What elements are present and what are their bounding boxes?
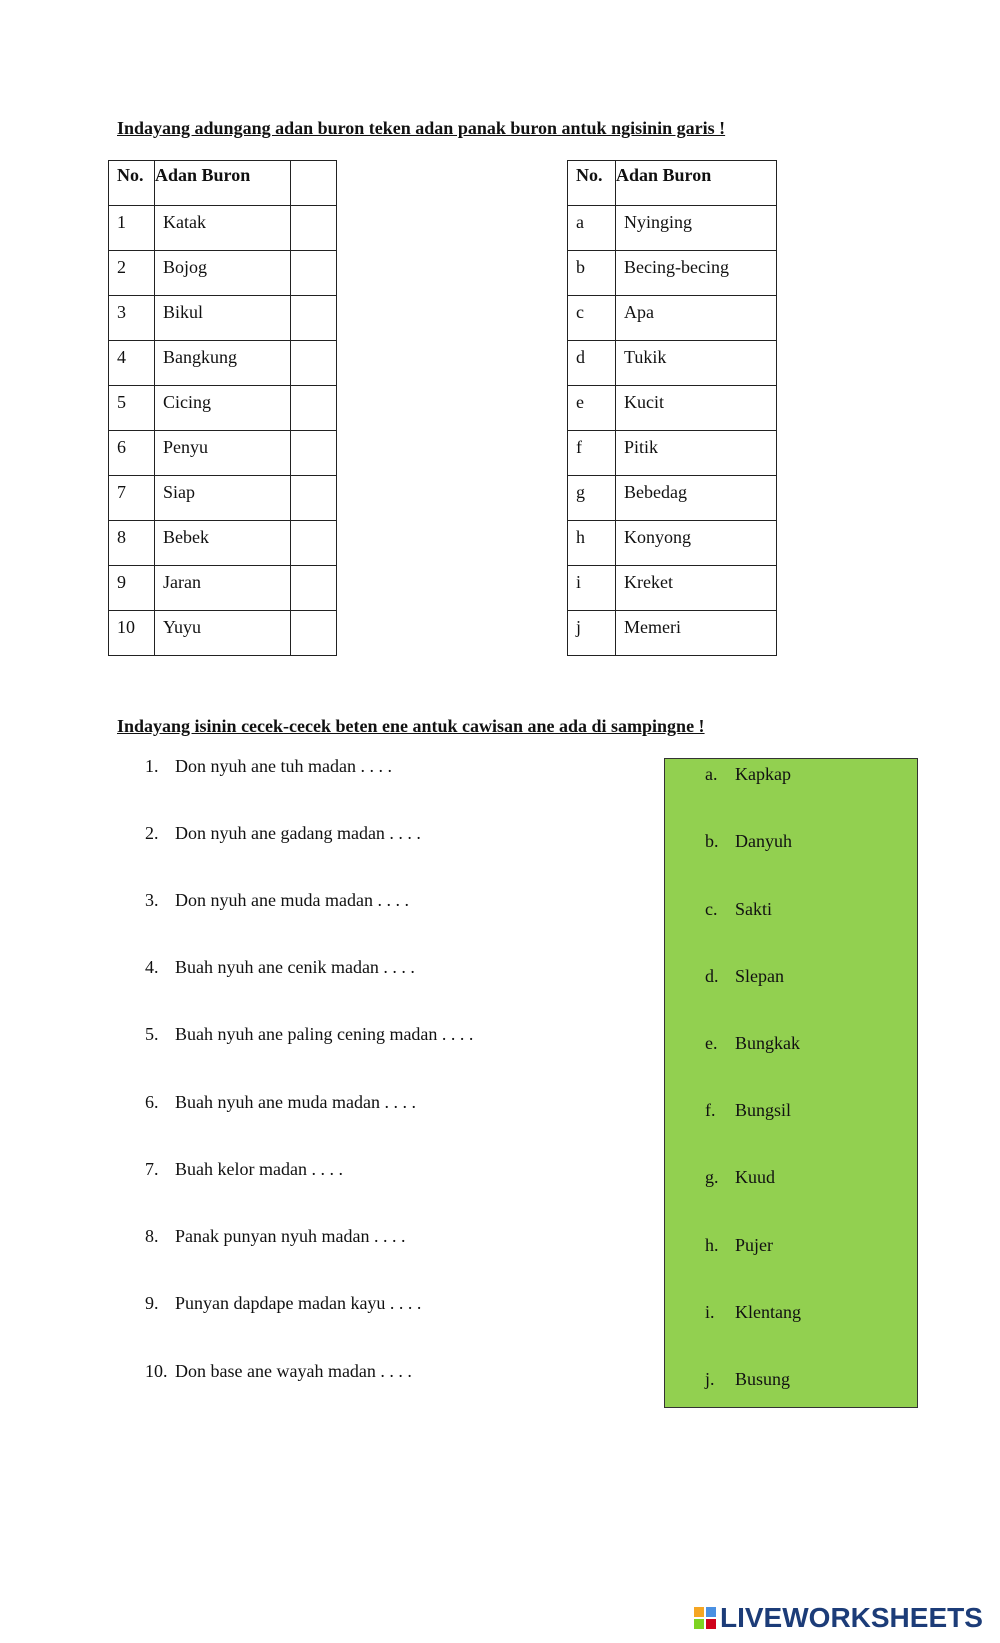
question-number: 5. [145,1024,159,1044]
table-row [568,431,777,476]
row-name: Kucit [616,386,777,431]
question-text: Don nyuh ane tuh madan . . . . [175,756,392,776]
question-text: Punyan dapdape madan kayu . . . . [175,1293,422,1313]
option-text: Kapkap [735,764,791,784]
row-no: 4 [109,341,155,386]
question-text: Buah nyuh ane cenik madan . . . . [175,957,415,977]
option-letter: e. [705,1033,718,1053]
answer-options-box [664,758,918,1408]
option-letter: a. [705,764,718,784]
table-row [109,611,337,656]
option-letter: h. [705,1235,719,1255]
row-name: Katak [155,206,291,251]
row-name: Bangkung [155,341,291,386]
row-letter: i [568,566,616,611]
row-name: Bikul [155,296,291,341]
question-text: Don nyuh ane muda madan . . . . [175,890,409,910]
option-letter: g. [705,1167,719,1187]
table-row [568,476,777,521]
option-letter: j. [705,1369,715,1389]
row-no: 6 [109,431,155,476]
row-name: Pitik [616,431,777,476]
row-no: 10 [109,611,155,656]
table-header-row [568,161,777,206]
row-letter: f [568,431,616,476]
question-text: Buah nyuh ane muda madan . . . . [175,1092,416,1112]
answer-input-cell[interactable] [291,206,337,251]
row-name: Apa [616,296,777,341]
header-name: Adan Buron [155,161,291,206]
answer-input-cell[interactable] [291,521,337,566]
question-number: 10. [145,1361,168,1381]
row-letter: b [568,251,616,296]
option-letter: i. [705,1302,715,1322]
question-number: 9. [145,1293,159,1313]
row-letter: d [568,341,616,386]
option-text: Bungsil [735,1100,792,1120]
question-text: Buah kelor madan . . . . [175,1159,343,1179]
row-name: Bebedag [616,476,777,521]
row-no: 9 [109,566,155,611]
question-number: 1. [145,756,159,776]
list-item [705,1167,775,1188]
young-animal-names-table [567,160,777,656]
header-no: No. [109,161,155,206]
row-name: Konyong [616,521,777,566]
header-name: Adan Buron [616,161,777,206]
table-row [109,296,337,341]
table-row [109,386,337,431]
row-no: 3 [109,296,155,341]
list-item [145,1361,412,1382]
question-number: 6. [145,1092,159,1112]
list-item [705,1302,801,1323]
list-item [145,957,415,978]
logo-blocks-icon [694,1607,716,1629]
table-row [109,521,337,566]
list-item [705,966,784,987]
row-no: 8 [109,521,155,566]
list-item [145,1293,421,1314]
table-row [568,296,777,341]
list-item [145,890,409,911]
list-item [705,831,792,852]
answer-input-cell[interactable] [291,431,337,476]
table-row [568,251,777,296]
row-letter: g [568,476,616,521]
answer-input-cell[interactable] [291,566,337,611]
option-text: Sakti [735,899,773,919]
question-number: 3. [145,890,159,910]
question-number: 7. [145,1159,159,1179]
liveworksheets-logo [694,1603,983,1633]
table-row [568,386,777,431]
list-item [145,1024,473,1045]
exercise2-instruction: Indayang isinin cecek-cecek beten ene antuk cawisan ane ada di sampingne ! [117,716,705,736]
row-name: Tukik [616,341,777,386]
option-letter: b. [705,831,719,851]
header-no: No. [568,161,616,206]
list-item [705,899,772,920]
option-text: Kuud [735,1167,775,1187]
list-item [145,1092,416,1113]
option-text: Klentang [735,1302,801,1322]
answer-header-cell [291,161,337,206]
table-row [568,521,777,566]
row-name: Cicing [155,386,291,431]
answer-input-cell[interactable] [291,296,337,341]
table-row [568,206,777,251]
list-item [145,1159,343,1180]
row-no: 1 [109,206,155,251]
question-text: Panak punyan nyuh madan . . . . [175,1226,406,1246]
row-name: Yuyu [155,611,291,656]
row-name: Memeri [616,611,777,656]
option-letter: d. [705,966,719,986]
logo-text: LIVEWORKSHEETS [720,1602,983,1633]
row-name: Bebek [155,521,291,566]
table-row [109,566,337,611]
animal-names-table [108,160,337,656]
row-no: 7 [109,476,155,521]
option-text: Bungkak [735,1033,800,1053]
row-no: 5 [109,386,155,431]
question-number: 4. [145,957,159,977]
answer-input-cell[interactable] [291,386,337,431]
row-name: Bojog [155,251,291,296]
list-item [705,1100,791,1121]
row-name: Nyinging [616,206,777,251]
list-item [705,764,791,785]
answer-input-cell[interactable] [291,611,337,656]
question-text: Don base ane wayah madan . . . . [175,1361,412,1381]
answer-input-cell[interactable] [291,251,337,296]
list-item [705,1033,800,1054]
question-text: Buah nyuh ane paling cening madan . . . . [175,1024,474,1044]
row-letter: h [568,521,616,566]
row-name: Becing-becing [616,251,777,296]
row-letter: e [568,386,616,431]
list-item [145,1226,405,1247]
option-text: Busung [735,1369,791,1389]
option-letter: c. [705,899,718,919]
table-row [568,611,777,656]
table-row [109,206,337,251]
row-name: Jaran [155,566,291,611]
table-row [568,341,777,386]
option-text: Danyuh [735,831,792,851]
row-no: 2 [109,251,155,296]
list-item [705,1235,773,1256]
list-item [145,756,392,777]
row-letter: a [568,206,616,251]
list-item [145,823,421,844]
question-number: 2. [145,823,159,843]
table-row [568,566,777,611]
table-row [109,476,337,521]
table-row [109,251,337,296]
row-letter: j [568,611,616,656]
question-text: Don nyuh ane gadang madan . . . . [175,823,421,843]
row-letter: c [568,296,616,341]
row-name: Siap [155,476,291,521]
answer-input-cell[interactable] [291,341,337,386]
table-header-row [109,161,337,206]
option-text: Slepan [735,966,784,986]
question-number: 8. [145,1226,159,1246]
table-row [109,341,337,386]
option-text: Pujer [735,1235,773,1255]
row-name: Kreket [616,566,777,611]
answer-input-cell[interactable] [291,476,337,521]
table-row [109,431,337,476]
exercise1-instruction: Indayang adungang adan buron teken adan panak buron antuk ngisinin garis ! [117,118,726,138]
option-letter: f. [705,1100,716,1120]
list-item [705,1369,790,1390]
row-name: Penyu [155,431,291,476]
